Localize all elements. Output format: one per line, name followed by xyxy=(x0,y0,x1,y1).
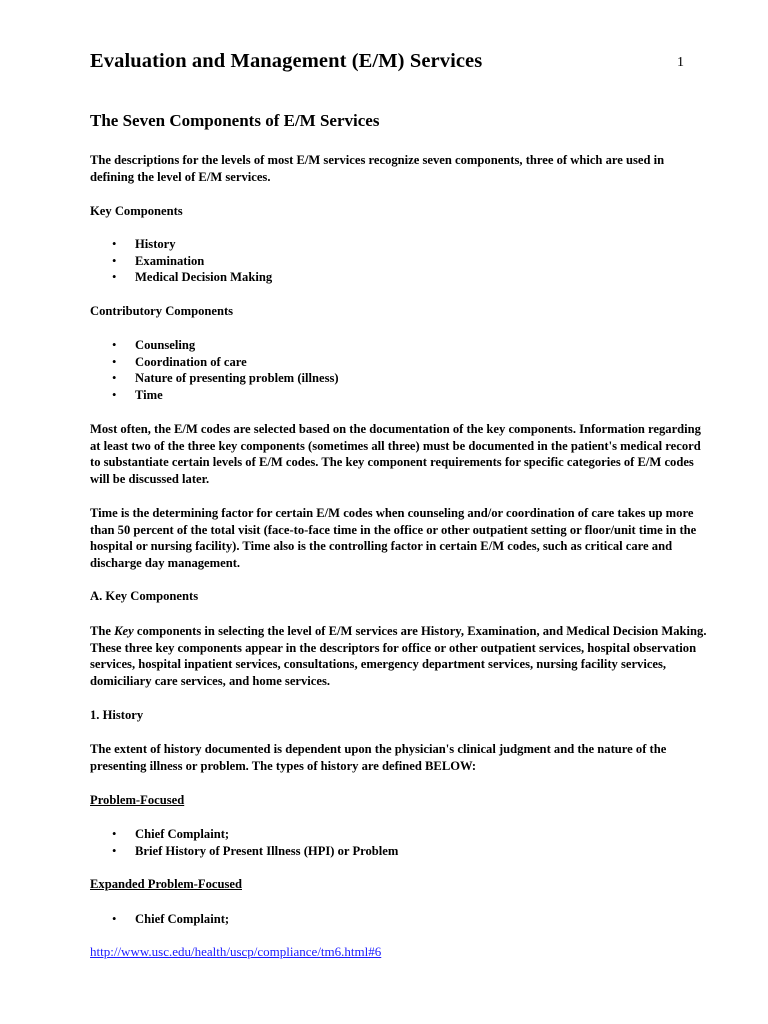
key-components-label: Key Components xyxy=(90,204,183,218)
document-title: Evaluation and Management (E/M) Services xyxy=(90,50,483,72)
section-heading: The Seven Components of E/M Services xyxy=(90,111,380,130)
bullet-icon: • xyxy=(112,388,117,403)
intro-paragraph: The descriptions for the levels of most E/M services recognize seven components, three of which are used in defining the level of E/M services. xyxy=(90,153,665,184)
key-components-paragraph xyxy=(90,623,710,689)
bullet-icon: • xyxy=(112,354,117,369)
key-components-heading: A. Key Components xyxy=(90,589,199,603)
list-item-text: Time xyxy=(135,388,163,403)
time-paragraph: Time is the determining factor for certain E/M codes when counseling and/or coordination of care takes up more than 50 percent of the total visit (face-to-face time in the office or other outpatient setting or floor/unit time in the hospital or nursing facility). Time also is the controlling factor in certain E/M codes, such as critical care and discharge day management. xyxy=(90,506,697,570)
problem-focused-list xyxy=(90,826,398,859)
list-item xyxy=(90,354,339,371)
list-item-text: Brief History of Present Illness (HPI) or Problem xyxy=(135,843,399,858)
contributory-components-label: Contributory Components xyxy=(90,304,234,318)
document-header xyxy=(90,48,710,76)
bullet-icon: • xyxy=(112,827,117,841)
key-components-list xyxy=(90,236,272,286)
expanded-problem-focused-label: Expanded Problem-Focused xyxy=(90,877,242,891)
list-item-text: Counseling xyxy=(135,338,196,352)
document-page xyxy=(90,48,710,959)
bullet-icon: • xyxy=(112,270,117,285)
key-emphasis: Key xyxy=(114,624,134,638)
list-item-text: History xyxy=(135,237,176,251)
bullet-icon: • xyxy=(112,843,117,858)
expanded-problem-focused-list xyxy=(90,911,229,928)
list-item xyxy=(90,370,339,387)
paragraph-prefix: The xyxy=(90,624,115,638)
list-item xyxy=(90,843,398,860)
bullet-icon: • xyxy=(112,253,117,268)
history-paragraph: The extent of history documented is dependent upon the physician's clinical judgment and the nature of the presenting illness or problem. The types of history are defined BELOW: xyxy=(90,742,667,773)
list-item xyxy=(90,826,398,843)
list-item-text: Medical Decision Making xyxy=(135,270,273,285)
page-number: 1 xyxy=(677,55,684,70)
list-item xyxy=(90,337,339,354)
list-item-text: Examination xyxy=(135,253,205,268)
history-heading: 1. History xyxy=(90,708,144,722)
bullet-icon: • xyxy=(112,338,117,352)
problem-focused-label: Problem-Focused xyxy=(90,793,185,807)
list-item xyxy=(90,253,272,270)
list-item-text: Coordination of care xyxy=(135,354,247,369)
list-item xyxy=(90,911,229,928)
contributory-components-list xyxy=(90,337,339,404)
source-link[interactable]: http://www.usc.edu/health/uscp/compliance/tm6.html#6 xyxy=(90,944,382,959)
most-often-paragraph: Most often, the E/M codes are selected based on the documentation of the key components. Information regarding at least two of the three key components (sometimes all three) must be documented in the patient's medical record to substantiate certain levels of E/M codes. The key component requirements for specific categories of E/M codes will be discussed later. xyxy=(90,422,701,486)
bullet-icon: • xyxy=(112,912,117,926)
list-item-text: Chief Complaint; xyxy=(135,827,230,841)
paragraph-suffix: components in selecting the level of E/M services are History, Examination, and Medical Decision Making. These three key components appear in the descriptors for office or other outpatient services, hospital observation services, hospital inpatient services, consultations, emergency department services, nursing facility services, domiciliary care services, and home services. xyxy=(90,624,707,688)
list-item xyxy=(90,269,272,286)
list-item-text: Chief Complaint; xyxy=(135,912,230,926)
list-item-text: Nature of presenting problem (illness) xyxy=(135,371,339,386)
list-item xyxy=(90,387,339,404)
list-item xyxy=(90,236,272,253)
bullet-icon: • xyxy=(112,237,117,251)
bullet-icon: • xyxy=(112,371,117,386)
